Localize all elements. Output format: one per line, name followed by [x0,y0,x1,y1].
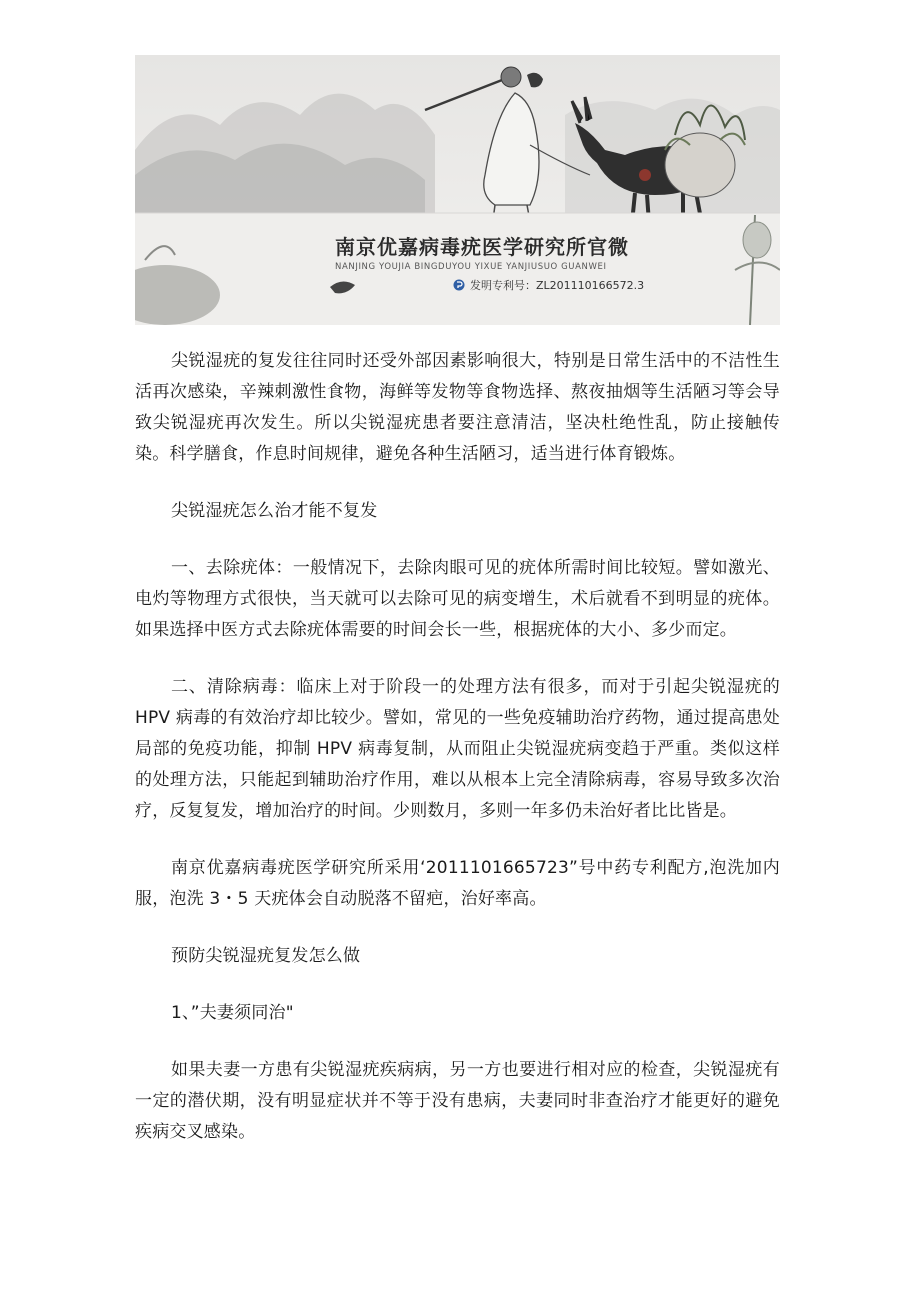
paragraph-remove-warts: 一、去除疣体：一般情况下，去除肉眼可见的疣体所需时间比较短。譬如激光、电灼等物理方式很快，当天就可以去除可见的病变增生，术后就看不到明显的疣体。如果选择中医方式去除疣体需要的时间会长一些，根据疣体的大小、多少而定。 [135,558,780,640]
paragraph-couple-check: 如果夫妻一方患有尖锐湿疣疾病病，另一方也要进行相对应的检查，尖锐湿疣有一定的潜伏期，没有明显症状并不等于没有患病，夫妻同时非查治疗才能更好的避免疾病交叉感染。 [135,1060,780,1142]
heading-couple-treatment: 1、”夫妻须同治" [171,1003,294,1023]
paragraph-recurrence-causes: 尖锐湿疣的复发往往同时还受外部因素影响很大，特别是日常生活中的不洁性生活再次感染，辛辣刺激性食物，海鲜等发物等食物选择、熬夜抽烟等生活陋习等会导致尖锐湿疣再次发生。所以尖锐湿疣患者要注意清洁，坚决杜绝性乱，防止接触传染。科学膳食，作息时间规律，避免各种生活陋习，适当进行体育锻炼。 [135,351,780,464]
banner-title: 南京优嘉病毒疣医学研究所官微 [335,235,629,259]
header-banner [135,55,780,325]
patent-number: 发明专利号：ZL201110166572.3 [470,279,645,292]
patent-logo-icon [453,279,465,291]
banner-subtitle: NANJING YOUJIA BINGDUYOU YIXUE YANJIUSUO GUANWEI [335,262,607,272]
banner-patent [453,277,644,293]
heading-how-to-treat: 尖锐湿疣怎么治才能不复发 [171,501,378,521]
heading-prevention: 预防尖锐湿疣复发怎么做 [171,946,361,966]
paragraph-institute-formula: 南京优嘉病毒疣医学研究所采用‘2011101665723”号中药专利配方,泡洗加内服，泡洗 3・5 天疣体会自动脱落不留疤，治好率高。 [135,858,780,909]
paragraph-clear-virus: 二、清除病毒：临床上对于阶段一的处理方法有很多，而对于引起尖锐湿疣的 HPV 病毒的有效治疗却比较少。譬如，常见的一些免疫辅助治疗药物，通过提高患处局部的免疫功能，抑制 HPV 病毒复制，从而阻止尖锐湿疣病变趋于严重。类似这样的处理方法，只能起到辅助治疗作用，难以从根本上完全清除病毒，容易导致多次治疗，反复复发，增加治疗的时间。少则数月，多则一年多仍未治好者比比皆是。 [135,677,780,821]
article-body [135,346,780,1161]
